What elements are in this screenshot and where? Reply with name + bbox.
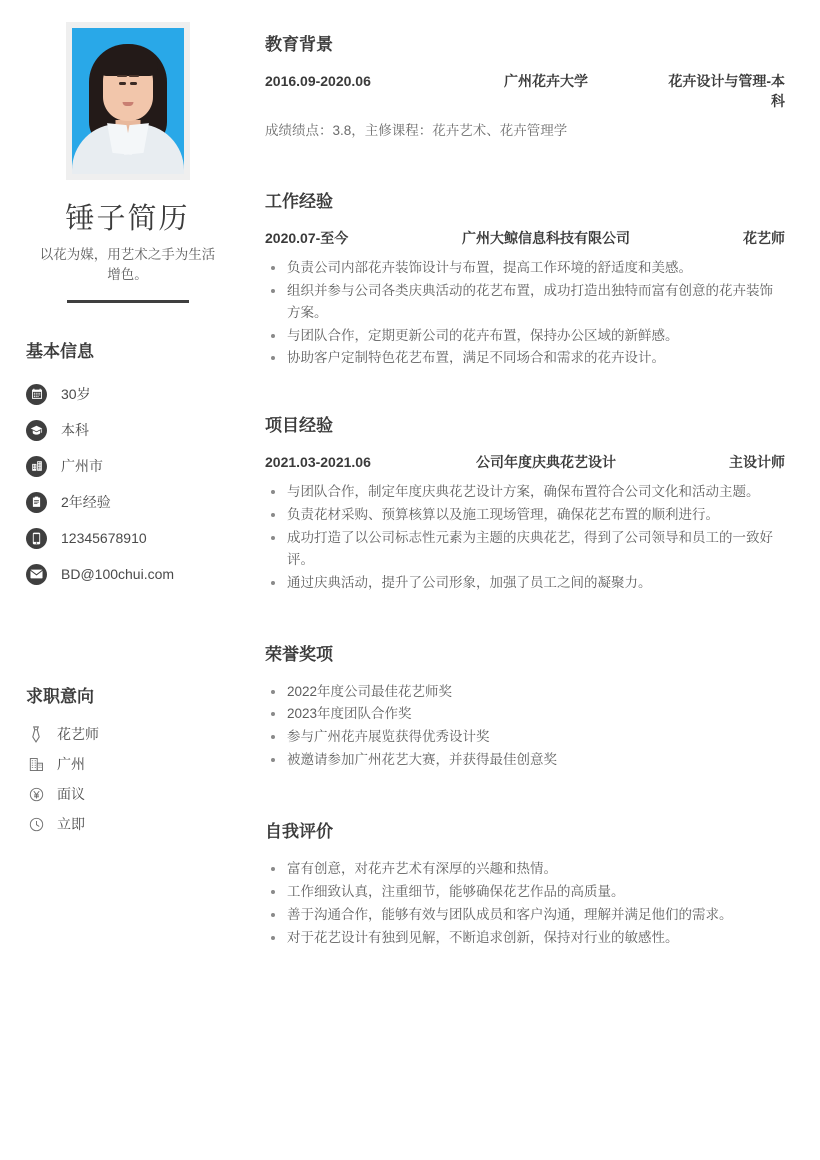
necktie-icon: [26, 724, 46, 744]
main-content: [255, 0, 820, 1160]
job-intention-item-position: [20, 719, 235, 749]
education-school: 广州花卉大学: [504, 73, 588, 89]
list-item: 工作细致认真，注重细节，能够确保花艺作品的高质量。: [265, 881, 785, 903]
job-intention-item-salary: [20, 779, 235, 809]
basic-info-item-city: [20, 448, 235, 484]
basic-info-list: [20, 376, 235, 592]
list-item: 协助客户定制特色花艺布置，满足不同场合和需求的花卉设计。: [265, 347, 785, 369]
basic-info-heading: 基本信息: [26, 342, 94, 362]
job-intention-value-position: 花艺师: [57, 726, 99, 743]
photo-eye-left: [119, 82, 126, 85]
basic-info-section: [20, 337, 235, 592]
self-evaluation-heading: 自我评价: [265, 821, 333, 841]
education-major: 花卉设计与管理-本科: [668, 73, 785, 109]
self-evaluation-bullet-list: [265, 858, 785, 948]
list-item: 负责花材采购、预算核算以及施工现场管理，确保花艺布置的顺利进行。: [265, 504, 785, 526]
basic-info-item-phone: [20, 520, 235, 556]
job-intention-heading: 求职意向: [26, 687, 94, 707]
work-bullet-list: [265, 257, 785, 369]
basic-info-value-experience: 2年经验: [61, 494, 111, 511]
job-intention-item-city: [20, 749, 235, 779]
clock-icon: [26, 814, 46, 834]
education-date: 2016.09-2020.06: [265, 73, 371, 89]
profile-photo: [66, 22, 190, 180]
photo-fringe: [98, 48, 158, 76]
awards-heading: 荣誉奖项: [265, 644, 333, 664]
work-role: 花艺师: [743, 229, 785, 246]
basic-info-value-age: 30岁: [61, 386, 91, 403]
list-item: 负责公司内部花卉装饰设计与布置，提高工作环境的舒适度和美感。: [265, 257, 785, 279]
work-company: 广州大鲸信息科技有限公司: [462, 229, 630, 246]
project-date: 2021.03-2021.06: [265, 454, 371, 471]
yen-circle-icon: [26, 784, 46, 804]
phone-icon: [26, 528, 47, 549]
project-meta-row: [265, 452, 785, 472]
basic-info-item-degree: [20, 412, 235, 448]
project-role: 主设计师: [729, 454, 785, 471]
job-intention-value-salary: 面议: [57, 786, 85, 803]
work-section: [265, 187, 785, 369]
project-bullet-list: [265, 481, 785, 593]
envelope-icon: [26, 564, 47, 585]
list-item: 成功打造了以公司标志性元素为主题的庆典花艺，得到了公司领导和员工的一致好评。: [265, 527, 785, 571]
basic-info-item-email: [20, 556, 235, 592]
basic-info-item-age: [20, 376, 235, 412]
sidebar-divider: [67, 300, 189, 303]
list-item: 与团队合作，定期更新公司的花卉布置，保持办公区域的新鲜感。: [265, 325, 785, 347]
project-name: 公司年度庆典花艺设计: [476, 454, 616, 471]
list-item: 对于花艺设计有独到见解，不断追求创新，保持对行业的敏感性。: [265, 927, 785, 949]
photo-brow-left: [117, 75, 127, 77]
candidate-name: 锤子简历: [65, 203, 190, 235]
awards-section: [265, 640, 785, 771]
education-section: [265, 30, 785, 143]
education-meta-row: [265, 71, 785, 111]
list-item: 富有创意，对花卉艺术有深厚的兴趣和热情。: [265, 858, 785, 880]
job-intention-value-city: 广州: [57, 756, 85, 773]
basic-info-value-city: 广州市: [61, 458, 103, 475]
basic-info-value-phone: 12345678910: [61, 530, 147, 547]
list-item: 被邀请参加广州花艺大赛，并获得最佳创意奖: [265, 749, 785, 771]
photo-brow-right: [129, 75, 139, 77]
basic-info-item-experience: [20, 484, 235, 520]
photo-canvas: [72, 28, 184, 174]
sidebar: [0, 0, 255, 1160]
clipboard-icon: [26, 492, 47, 513]
list-item: 与团队合作，制定年度庆典花艺设计方案，确保布置符合公司文化和活动主题。: [265, 481, 785, 503]
project-heading: 项目经验: [265, 416, 333, 436]
job-intention-section: [20, 682, 235, 839]
education-heading: 教育背景: [265, 35, 333, 54]
work-heading: 工作经验: [265, 191, 333, 211]
list-item: 通过庆典活动，提升了公司形象，加强了员工之间的凝聚力。: [265, 572, 785, 594]
work-meta-row: [265, 228, 785, 248]
work-date: 2020.07-至今: [265, 229, 349, 246]
photo-eye-right: [130, 82, 137, 85]
project-section: [265, 411, 785, 593]
list-item: 2022年度公司最佳花艺师奖: [265, 681, 785, 703]
awards-bullet-list: [265, 681, 785, 771]
list-item: 参与广州花卉展览获得优秀设计奖: [265, 726, 785, 748]
list-item: 善于沟通合作，能够有效与团队成员和客户沟通，理解并满足他们的需求。: [265, 904, 785, 926]
job-intention-value-availability: 立即: [57, 816, 85, 833]
job-intention-item-availability: [20, 809, 235, 839]
education-detail: 成绩绩点：3.8，主修课程：花卉艺术、花卉管理学: [265, 123, 568, 138]
self-evaluation-section: [265, 817, 785, 948]
calendar-icon: [26, 384, 47, 405]
job-intention-list: [20, 719, 235, 839]
building-icon: [26, 456, 47, 477]
building-outline-icon: [26, 754, 46, 774]
list-item: 组织并参与公司各类庆典活动的花艺布置，成功打造出独特而富有创意的花卉装饰方案。: [265, 280, 785, 324]
candidate-tagline: 以花为媒，用艺术之手为生活增色。: [39, 247, 216, 282]
graduation-cap-icon: [26, 420, 47, 441]
basic-info-value-email: BD@100chui.com: [61, 566, 175, 583]
basic-info-value-degree: 本科: [61, 422, 89, 439]
list-item: 2023年度团队合作奖: [265, 703, 785, 725]
